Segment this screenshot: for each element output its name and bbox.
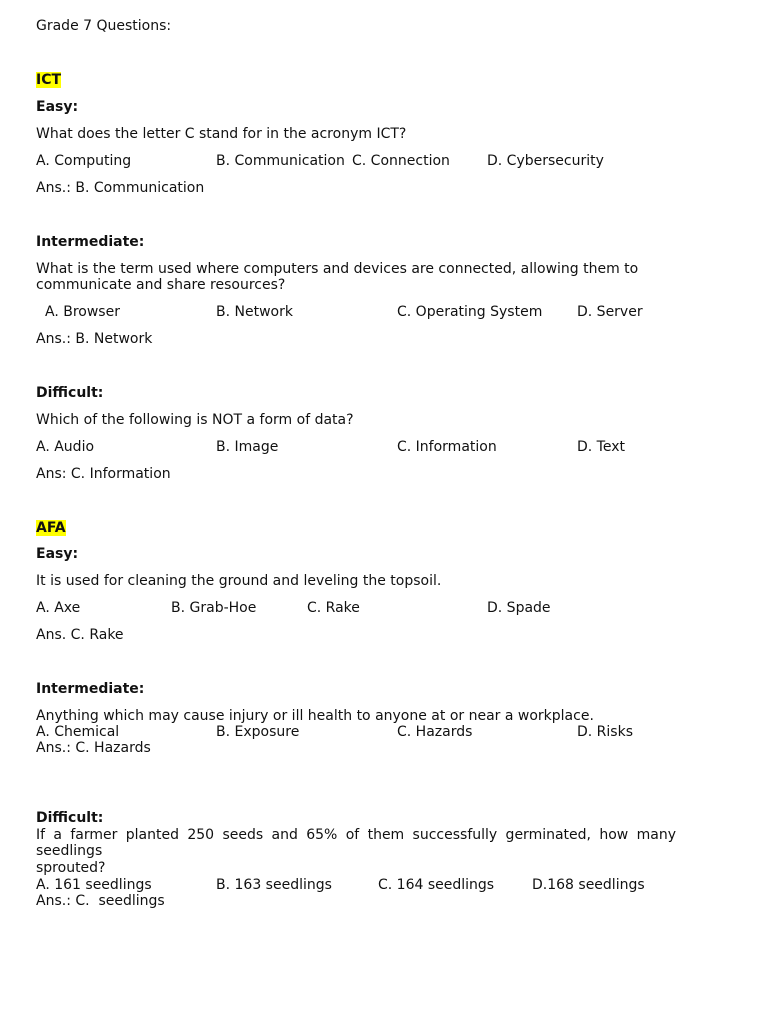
question-text-line-2: seedlings: [36, 843, 103, 859]
option-c: C. Hazards: [397, 724, 473, 740]
question-text-line-1: If a farmer planted 250 seeds and 65% of them successfully germinated, how many: [36, 827, 676, 843]
option-b: B. Network: [216, 304, 293, 320]
question-text-line-3: sprouted?: [36, 860, 106, 876]
level-heading-difficult: Difficult:: [36, 810, 104, 826]
subject-heading-ict: [36, 72, 61, 88]
answer-text: Ans.: B. Network: [36, 331, 153, 347]
subject-label: ICT: [36, 72, 62, 88]
question-text: Which of the following is NOT a form of data?: [36, 412, 354, 428]
question-text: Anything which may cause injury or ill health to anyone at or near a workplace.: [36, 708, 594, 724]
option-b: B. Exposure: [216, 724, 300, 740]
option-c: C. Information: [397, 439, 497, 455]
question-text-line-1: What is the term used where computers and devices are connected, allowing them to: [36, 261, 639, 277]
option-b: B. 163 seedlings: [216, 877, 332, 893]
option-d: D.168 seedlings: [532, 877, 645, 893]
level-heading-easy: Easy:: [36, 99, 79, 115]
level-heading-intermediate: Intermediate:: [36, 234, 145, 250]
option-a: A. Chemical: [36, 724, 120, 740]
level-heading-easy: Easy:: [36, 546, 79, 562]
option-c: C. 164 seedlings: [378, 877, 495, 893]
answer-text: Ans.: B. Communication: [36, 180, 205, 196]
option-d: D. Server: [577, 304, 643, 320]
option-a: A. Audio: [36, 439, 95, 455]
option-c: C. Connection: [352, 153, 450, 169]
document-title: Grade 7 Questions:: [36, 18, 172, 34]
option-c: C. Operating System: [397, 304, 543, 320]
question-text: It is used for cleaning the ground and leveling the topsoil.: [36, 573, 442, 589]
option-d: D. Spade: [487, 600, 551, 616]
question-text: What does the letter C stand for in the acronym ICT?: [36, 126, 407, 142]
subject-label: AFA: [36, 520, 66, 536]
option-d: D. Text: [577, 439, 625, 455]
option-a: A. Browser: [45, 304, 120, 320]
answer-text: Ans.: C. Hazards: [36, 740, 151, 756]
option-b: B. Grab-Hoe: [171, 600, 257, 616]
subject-heading-afa: [36, 520, 66, 536]
answer-text: Ans.: C. seedlings: [36, 893, 165, 909]
answer-text: Ans. C. Rake: [36, 627, 124, 643]
answer-text: Ans: C. Information: [36, 466, 171, 482]
option-a: A. 161 seedlings: [36, 877, 152, 893]
option-a: A. Computing: [36, 153, 132, 169]
option-a: A. Axe: [36, 600, 81, 616]
option-b: B. Communication: [216, 153, 345, 169]
option-b: B. Image: [216, 439, 279, 455]
option-c: C. Rake: [307, 600, 360, 616]
question-text-line-2: communicate and share resources?: [36, 277, 286, 293]
level-heading-intermediate: Intermediate:: [36, 681, 145, 697]
level-heading-difficult: Difficult:: [36, 385, 104, 401]
option-d: D. Risks: [577, 724, 633, 740]
option-d: D. Cybersecurity: [487, 153, 604, 169]
